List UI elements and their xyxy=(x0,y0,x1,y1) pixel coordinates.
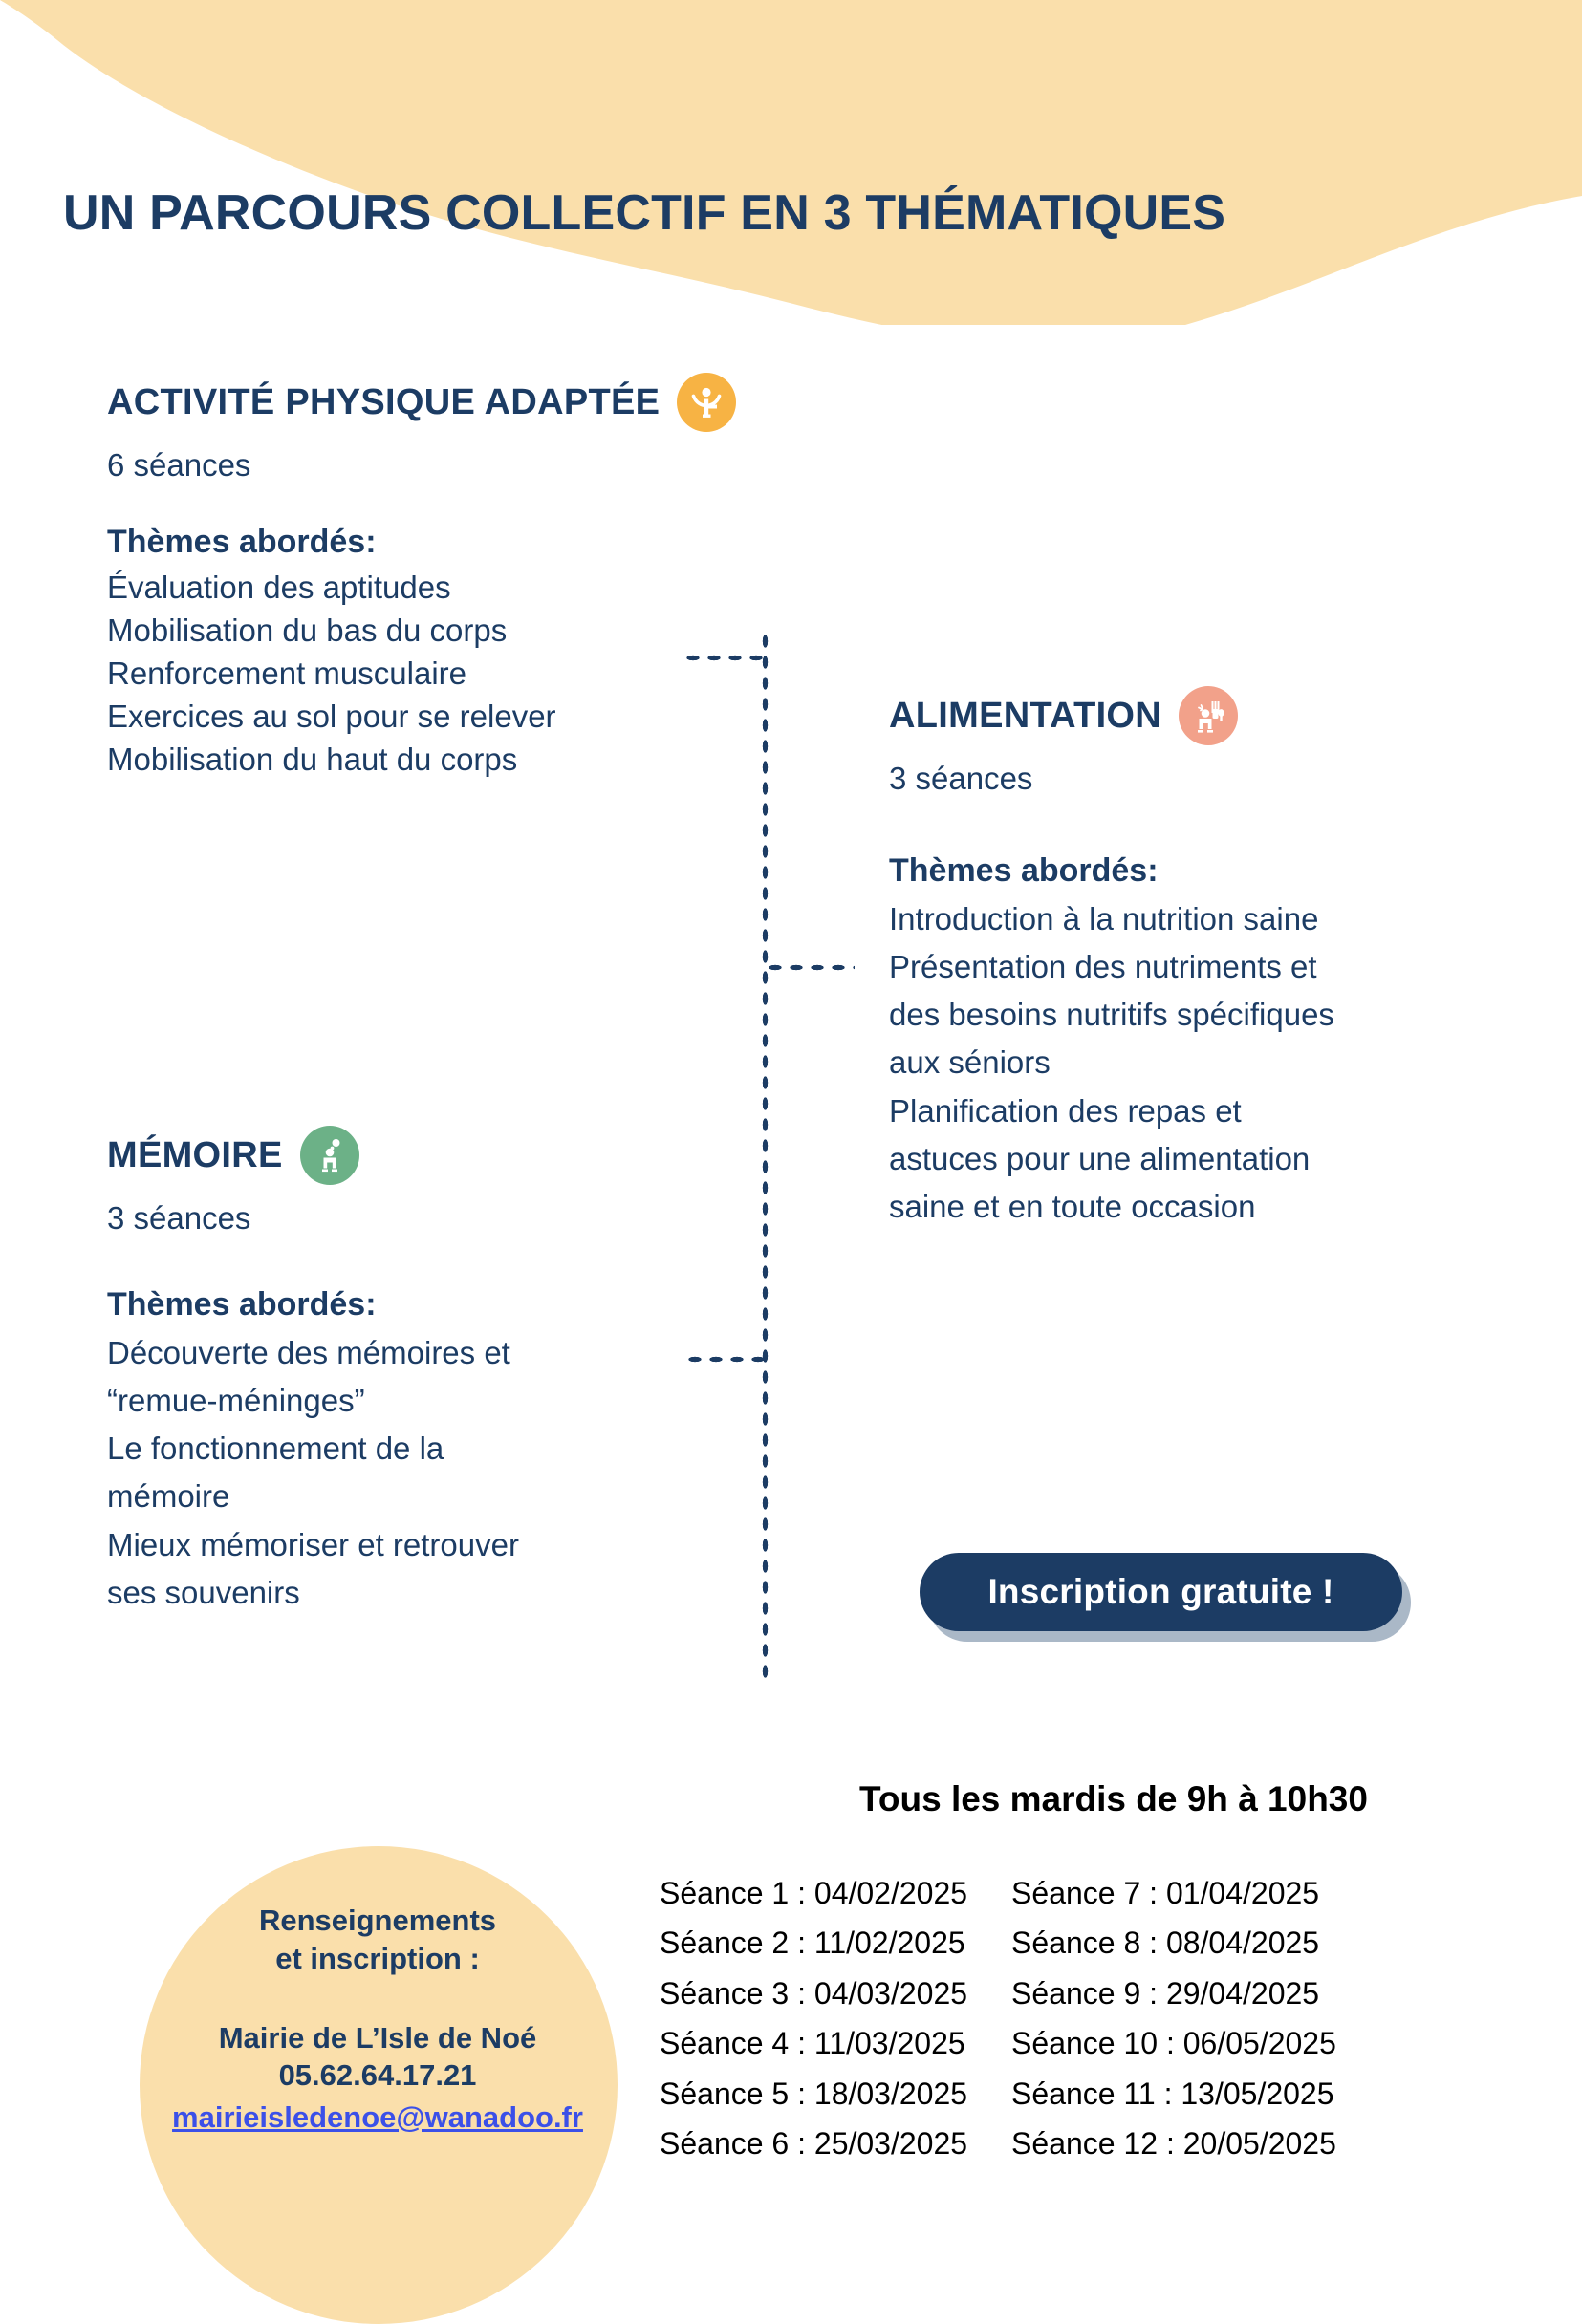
page-title: UN PARCOURS COLLECTIF EN 3 THÉMATIQUES xyxy=(63,185,1226,241)
list-item: Découverte des mémoires et xyxy=(107,1335,510,1370)
list-item: Évaluation des aptitudes xyxy=(107,570,451,605)
list-item: ses souvenirs xyxy=(107,1574,300,1610)
section-count-activite: 6 séances xyxy=(107,447,251,483)
list-item: aux séniors xyxy=(889,1044,1051,1081)
list-item: Introduction à la nutrition saine xyxy=(889,901,1319,936)
section-header-memoire xyxy=(107,1126,757,1185)
list-item: Séance 12 : 20/05/2025 xyxy=(1011,2126,1336,2162)
dotted-connector-branch-alimentation xyxy=(765,963,855,972)
list-item: Mobilisation du bas du corps xyxy=(107,612,508,648)
section-count-memoire: 3 séances xyxy=(107,1200,251,1236)
dotted-connector-spine xyxy=(761,631,769,1682)
list-item: Séance 11 : 13/05/2025 xyxy=(1011,2076,1334,2111)
contact-block xyxy=(105,1902,650,2137)
list-item: Présentation des nutriments et xyxy=(889,949,1317,985)
top-wave-decoration xyxy=(0,0,1582,325)
list-item: Renforcement musculaire xyxy=(107,655,466,691)
person-arms-raised-icon xyxy=(677,373,736,432)
list-item: des besoins nutritifs spécifiques xyxy=(889,997,1334,1033)
schedule-heading: Tous les mardis de 9h à 10h30 xyxy=(859,1779,1368,1818)
list-item: Séance 9 : 29/04/2025 xyxy=(1011,1975,1320,2011)
list-item: Séance 7 : 01/04/2025 xyxy=(1011,1876,1320,1910)
section-count-alimentation: 3 séances xyxy=(889,761,1033,796)
section-header-activite xyxy=(107,373,757,432)
list-item: Planification des repas et xyxy=(889,1092,1242,1129)
list-item: Exercices au sol pour se relever xyxy=(107,698,556,734)
list-item: mémoire xyxy=(107,1478,230,1515)
list-item: Séance 6 : 25/03/2025 xyxy=(660,2126,968,2162)
themes-label-memoire: Thèmes abordés: xyxy=(107,1286,377,1323)
themes-list-memoire xyxy=(107,1329,757,1617)
list-item: Séance 2 : 11/02/2025 xyxy=(660,1926,965,1961)
contact-details xyxy=(105,2019,650,2137)
list-item: Séance 3 : 04/03/2025 xyxy=(660,1975,968,2011)
list-item: Séance 10 : 06/05/2025 xyxy=(1011,2026,1336,2061)
themes-label-activite: Thèmes abordés: xyxy=(107,524,377,560)
contact-heading-line2: et inscription : xyxy=(275,1942,480,1976)
section-title-activite: ACTIVITÉ PHYSIQUE ADAPTÉE xyxy=(107,381,661,422)
section-title-alimentation: ALIMENTATION xyxy=(889,695,1162,736)
list-item: Le fonctionnement de la xyxy=(107,1431,444,1467)
section-activite-physique-adaptee xyxy=(107,373,757,781)
contact-heading xyxy=(105,1902,650,1979)
list-item: Séance 5 : 18/03/2025 xyxy=(660,2076,968,2111)
schedule-column-right xyxy=(1011,1868,1336,2169)
section-alimentation xyxy=(889,686,1510,1231)
list-item: Séance 1 : 04/02/2025 xyxy=(660,1876,968,1910)
contact-organisation: Mairie de L’Isle de Noé xyxy=(218,2020,537,2055)
list-item: Séance 4 : 11/03/2025 xyxy=(660,2026,965,2061)
list-item: Mobilisation du haut du corps xyxy=(107,741,518,777)
section-memoire xyxy=(107,1126,757,1617)
contact-email-link[interactable]: mairieisledenoe@wanadoo.fr xyxy=(172,2099,583,2134)
schedule-column-left xyxy=(660,1868,967,2169)
section-title-memoire: MÉMOIRE xyxy=(107,1134,283,1175)
list-item: astuces pour une alimentation xyxy=(889,1140,1311,1176)
person-cutlery-icon xyxy=(1179,686,1238,745)
list-item: Mieux mémoriser et retrouver xyxy=(107,1526,519,1562)
schedule-columns xyxy=(660,1868,1549,2169)
list-item: saine et en toute occasion xyxy=(889,1188,1256,1224)
themes-list-alimentation xyxy=(889,895,1510,1231)
contact-heading-line1: Renseignements xyxy=(258,1904,497,1937)
themes-label-alimentation: Thèmes abordés: xyxy=(889,852,1159,889)
inscription-gratuite-button[interactable]: Inscription gratuite ! xyxy=(920,1553,1402,1631)
list-item: “remue-méninges” xyxy=(107,1383,365,1419)
section-header-alimentation xyxy=(889,686,1510,745)
contact-phone: 05.62.64.17.21 xyxy=(278,2058,477,2093)
themes-list-activite xyxy=(107,567,757,781)
cta-container xyxy=(920,1553,1402,1631)
list-item: Séance 8 : 08/04/2025 xyxy=(1011,1926,1320,1961)
person-thought-bubbles-icon xyxy=(300,1126,359,1185)
